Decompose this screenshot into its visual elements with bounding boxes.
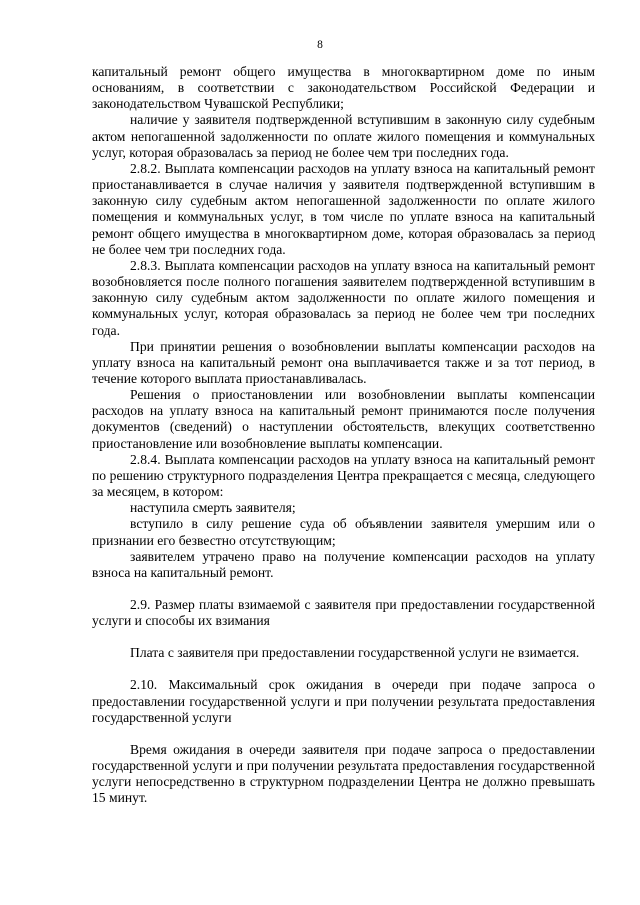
paragraph: капитальный ремонт общего имущества в многоквартирном доме по иным основаниям, в соответствии с законодательством Российской Федерации и законодательством Чувашской Республики; <box>92 64 595 112</box>
section-heading-2-10: 2.10. Максимальный срок ожидания в очереди при подаче запроса о предоставлении государственной услуги и при получении результата предоставления государственной услуги <box>92 677 595 725</box>
section-heading-2-9: 2.9. Размер платы взимаемой с заявителя при предоставлении государственной услуги и способы их взимания <box>92 597 595 629</box>
list-item: вступило в силу решение суда об объявлении заявителя умершим или о признании его безвестно отсутствующим; <box>92 516 595 548</box>
spacer <box>92 661 595 677</box>
spacer <box>92 629 595 645</box>
paragraph: Решения о приостановлении или возобновлении выплаты компенсации расходов на уплату взноса на капитальный ремонт принимаются после получения документов (сведений) о наступлении обстоятельств, влекущих соответственно приостановление или возобновление выплаты компенсации. <box>92 387 595 451</box>
paragraph-2-8-4: 2.8.4. Выплата компенсации расходов на уплату взноса на капитальный ремонт по решению структурного подразделения Центра прекращается с месяца, следующего за месяцем, в котором: <box>92 451 595 500</box>
paragraph: При принятии решения о возобновлении выплаты компенсации расходов на уплату взноса на капитальный ремонт она выплачивается также и за тот период, в течение которого выплата приостанавливалась. <box>92 338 595 386</box>
paragraph: наличие у заявителя подтвержденной вступившим в законную силу судебным актом непогашенной задолженности по оплате жилого помещения и коммунальных услуг, которая образовалась за период не более чем три последних года. <box>92 112 595 160</box>
spacer <box>92 726 595 742</box>
list-item: заявителем утрачено право на получение компенсации расходов на уплату взноса на капитальный ремонт. <box>92 548 595 580</box>
document-body <box>92 64 595 807</box>
page-number: 8 <box>317 39 323 51</box>
section-body-2-10: Время ожидания в очереди заявителя при подаче запроса о предоставлении государственной услуги и при получении результата предоставления государственной услуги непосредственно в структурном подразделении Центра не должно превышать 15 минут. <box>92 741 595 806</box>
paragraph-2-8-2: 2.8.2. Выплата компенсации расходов на уплату взноса на капитальный ремонт приостанавливается в случае наличия у заявителя подтвержденной вступившим в законную силу судебным актом непогашенной задолженности по оплате жилого помещения и коммунальных услуг, в том числе по уплате взноса на капитальный ремонт общего имущества в многоквартирном доме, которая образовалась за период не более чем три последних года. <box>92 160 595 257</box>
list-item: наступила смерть заявителя; <box>130 500 296 516</box>
section-body-2-9: Плата с заявителя при предоставлении государственной услуги не взимается. <box>130 645 580 661</box>
paragraph-2-8-3: 2.8.3. Выплата компенсации расходов на уплату взноса на капитальный ремонт возобновляется после полного погашения заявителем подтвержденной вступившим в законную силу судебным актом задолженности по оплате жилого помещения и коммунальных услуг, которая образовалась за период не более чем три последних года. <box>92 257 595 338</box>
spacer <box>92 581 595 597</box>
